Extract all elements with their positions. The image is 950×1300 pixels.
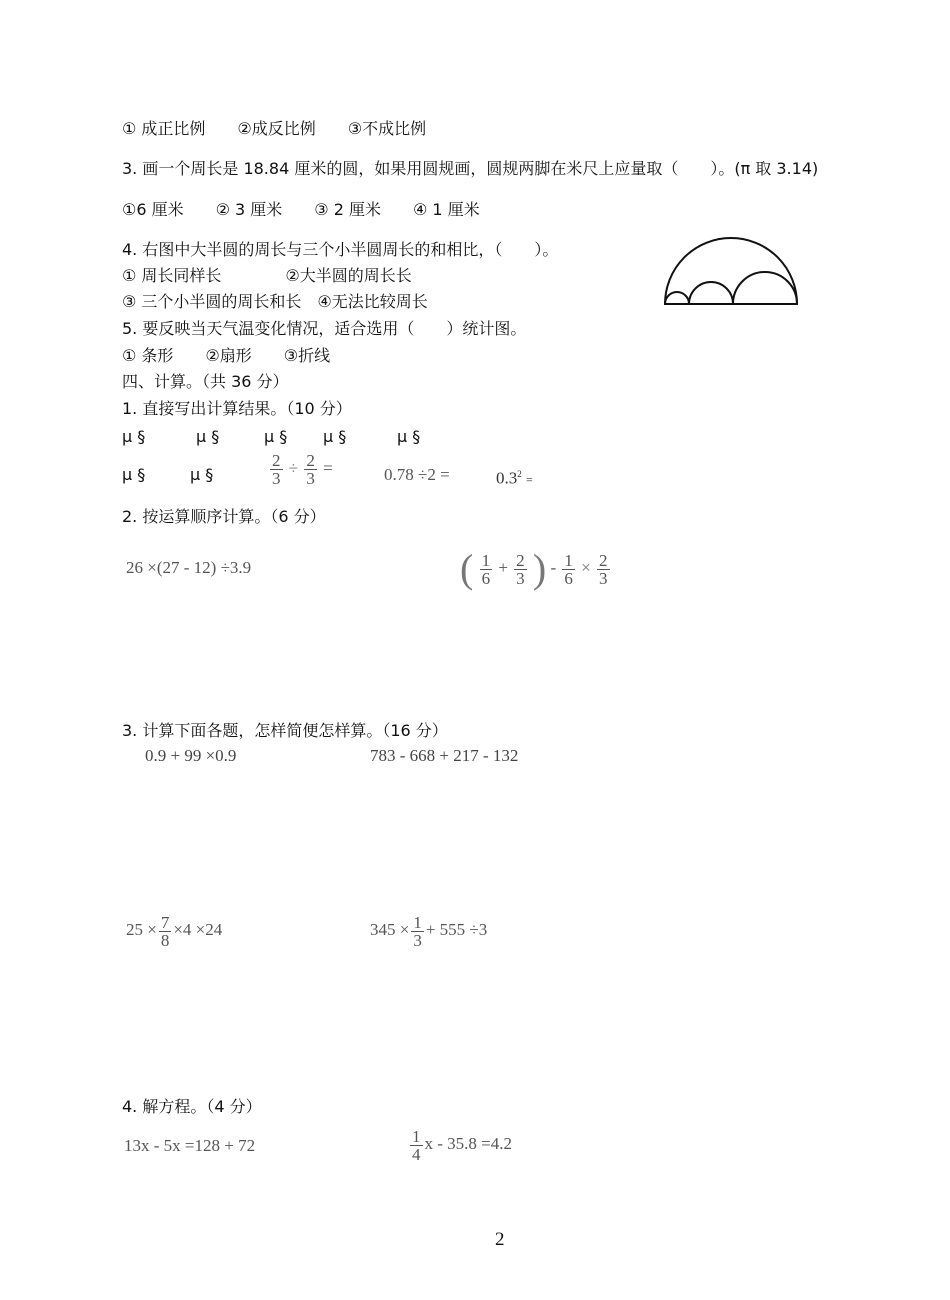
p2-frac-a-num: 1 [481, 550, 491, 570]
small-semicircle-1 [665, 292, 689, 304]
q5-text: 5. 要反映当天气温变化情况，适合选用（ ）统计图。 [122, 319, 527, 338]
q5-options: ① 条形 ②扇形 ③折线 [122, 346, 331, 365]
expr3-b: ×4 ×24 [173, 920, 223, 939]
garbled-4: µ § [323, 427, 347, 446]
expr3-base: 0.3 [496, 468, 518, 488]
expr4-a: 345 × [370, 920, 410, 939]
frac1-num: 2 [272, 451, 281, 470]
p4-expr-1: 13x - 5x =128 + 72 [124, 1136, 256, 1155]
p2-frac-d-num: 2 [599, 550, 608, 570]
garbled-1: µ § [122, 427, 146, 446]
p2-frac-d-den: 3 [599, 568, 608, 588]
p2-title: 2. 按运算顺序计算。（6 分） [122, 507, 326, 526]
p3-e3-den: 8 [160, 930, 170, 950]
p4-e2-den: 4 [412, 1144, 421, 1164]
expr3-eq: = [526, 472, 533, 487]
p3-e4-den: 3 [413, 930, 422, 950]
p2-frac-a-den: 6 [481, 568, 491, 588]
p2-frac-b-num: 2 [516, 550, 525, 570]
expr3-exp: 2 [517, 469, 522, 479]
p3-expr-2: 783 - 668 + 217 - 132 [370, 746, 519, 765]
p4-title: 4. 解方程。（4 分） [122, 1097, 262, 1116]
section4-title: 四、计算。（共 36 分） [122, 372, 289, 391]
equals: = [323, 458, 333, 478]
garbled-3: µ § [264, 427, 288, 446]
expr3-a: 25 × [126, 920, 157, 939]
expr4-b: + 555 ÷3 [425, 920, 488, 939]
p2-expr-2 [460, 544, 612, 592]
plus-sign: + [498, 558, 508, 577]
p3-expr-3 [126, 908, 222, 952]
q4-text: 4. 右图中大半圆的周长与三个小半圆周长的和相比，（ ）。 [122, 240, 559, 259]
p1-expr-2: 0.78 ÷2 = [384, 465, 450, 484]
small-semicircle-3 [733, 272, 797, 304]
small-semicircle-2 [689, 282, 733, 304]
q3-options: ①6 厘米 ② 3 厘米 ③ 2 厘米 ④ 1 厘米 [122, 200, 480, 219]
q2-options: ① 成正比例 ②成反比例 ③不成比例 [122, 119, 427, 138]
p3-expr-1: 0.9 + 99 ×0.9 [145, 746, 237, 765]
p4-expr-2 [408, 1122, 512, 1166]
minus-sign: - [550, 558, 557, 577]
frac2-den: 3 [306, 469, 315, 488]
p3-e3-num: 7 [160, 912, 170, 932]
p2-frac-c-num: 1 [564, 550, 573, 570]
right-paren: ) [532, 546, 547, 592]
p1-expr-3 [496, 464, 533, 490]
garbled-5: µ § [397, 427, 421, 446]
p3-expr-4 [370, 908, 487, 952]
garbled-2: µ § [196, 427, 220, 446]
left-paren: ( [460, 546, 474, 592]
p3-e4-num: 1 [413, 912, 422, 932]
p4-e2-num: 1 [412, 1126, 421, 1146]
q4-options-2: ③ 三个小半圆的周长和长 ④无法比较周长 [122, 292, 428, 311]
div-sign: ÷ [288, 458, 299, 478]
p2-expr-1: 26 ×(27 - 12) ÷3.9 [126, 558, 252, 577]
garbled-7: µ § [190, 465, 214, 484]
page-number: 2 [495, 1229, 505, 1250]
p3-title: 3. 计算下面各题，怎样简便怎样算。（16 分） [122, 721, 448, 740]
p1-expr-fraction-div [268, 452, 333, 487]
p2-frac-c-den: 6 [564, 568, 573, 588]
p1-title: 1. 直接写出计算结果。（10 分） [122, 399, 352, 418]
garbled-6: µ § [122, 465, 146, 484]
frac2-num: 2 [306, 451, 315, 470]
times-sign: × [581, 558, 591, 577]
frac1-den: 3 [272, 469, 281, 488]
semicircle-figure [660, 232, 802, 308]
q4-options-1: ① 周长同样长 ②大半圆的周长长 [122, 266, 412, 285]
q3-text: 3. 画一个周长是 18.84 厘米的圆，如果用圆规画，圆规两脚在米尺上应量取（ ）。(π 取 3.14) [122, 159, 819, 178]
p2-frac-b-den: 3 [516, 568, 525, 588]
p4-e2-b: x - 35.8 =4.2 [424, 1134, 512, 1153]
